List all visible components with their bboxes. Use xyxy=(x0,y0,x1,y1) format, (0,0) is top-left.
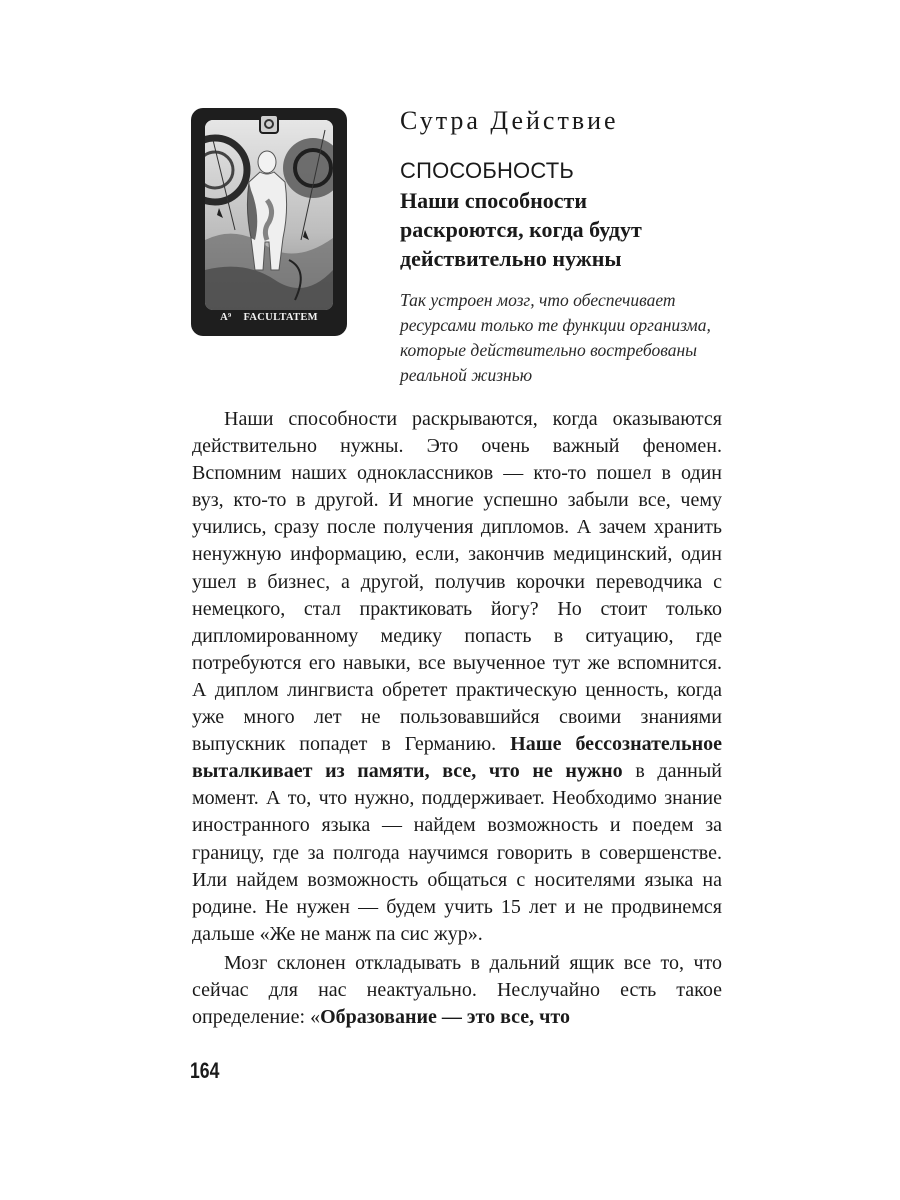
paragraph-2 xyxy=(192,950,722,1031)
paragraph-1 xyxy=(192,406,722,948)
sutra-title: Сутра Действие xyxy=(400,106,619,135)
paragraph-2-emphasis: Образование — это все, что xyxy=(320,1006,570,1029)
tarot-card xyxy=(191,108,347,336)
paragraph-1-text-b: в данный момент. А то, что нужно, поддерживает. Необходимо знание иностранного языка — найдем возможность и поедем за границу, где за полгода научимся говорить в совершенстве. Или найдем возможность общаться с носителями языка на родине. Не нужен — будем учить 15 лет и не продвинемся дальше «Же не манж па сис жур». xyxy=(192,760,722,945)
epigraph: Так устроен мозг, что обеспечивает ресурсами только те функции организма, которые действительно востребованы реальной жизнью xyxy=(400,290,711,385)
card-top-emblem xyxy=(259,114,279,134)
card-name: FACULTATEM xyxy=(243,312,318,323)
paragraph-2-text: Мозг склонен откладывать в дальний ящик все то, что сейчас для нас неактуально. Неслучайно есть такое определение: « xyxy=(192,951,722,1029)
paragraph-1-text-a: Наши способности раскрываются, когда оказываются действительно нужны. Это очень важный феномен. Вспомним наших одноклассников — кто-то пошел в один вуз, кто-то в другой. И многие успешно забыли все, чему учились, сразу после получения дипломов. А зачем хранить ненужную информацию, если, закончив медицинский, один ушел в бизнес, а другой, получив корочки переводчика с немецкого, стал практиковать йогу? Но стоит только дипломированному медику попасть в ситуацию, где потребуются его навыки, все выученное тут же вспомнится. А диплом лингвиста обретет практическую ценность, когда уже много лет не пользовавшийся своими знаниями выпускник попадет в Германию. xyxy=(192,408,722,756)
card-caption xyxy=(191,312,347,328)
chapter-heading xyxy=(400,156,720,273)
card-number: A⁹ xyxy=(220,312,232,323)
paragraph-1-emphasis: Наше бессознательное выталкивает из памяти, все, что не нужно xyxy=(192,733,722,783)
figure-illustration xyxy=(205,120,333,310)
heading-caps: СПОСОБНОСТЬ xyxy=(400,158,574,183)
target-icon xyxy=(264,119,274,129)
heading-subtitle: Наши способности раскроются, когда будут действительно нужны xyxy=(400,188,642,271)
page-number: 164 xyxy=(190,1058,220,1083)
body-text xyxy=(192,406,722,1031)
card-illustration xyxy=(205,120,333,310)
